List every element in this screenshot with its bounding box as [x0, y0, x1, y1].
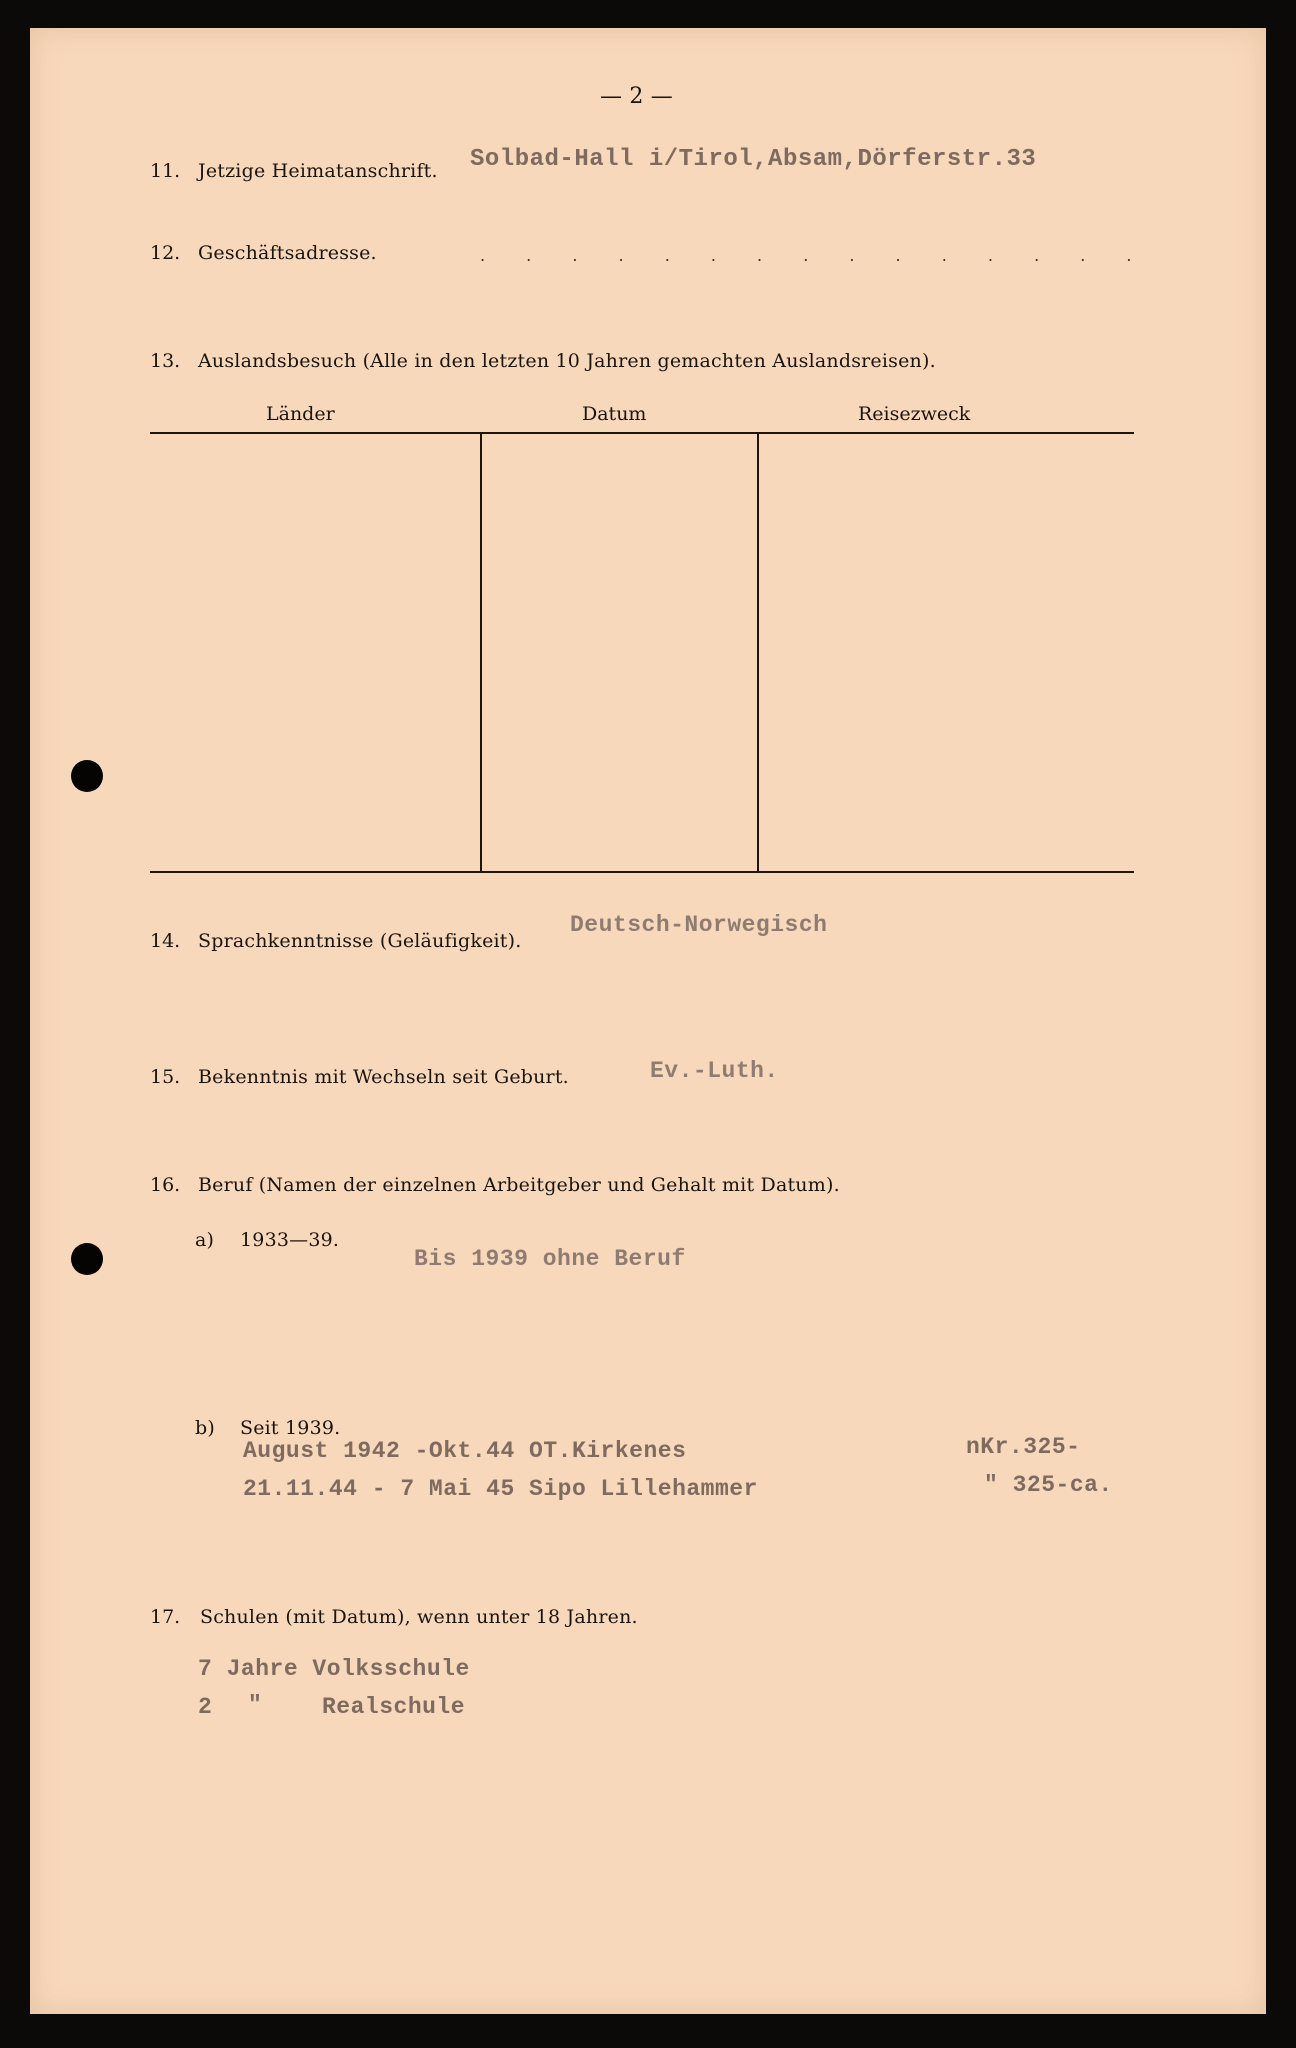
item-12-label: Geschäftsadresse.	[198, 242, 377, 264]
item-16b-period: Seit 1939.	[240, 1417, 341, 1439]
item-11-number: 11.	[150, 160, 181, 182]
item-16b-line1: August 1942 -Okt.44 OT.Kirkenes	[243, 1438, 687, 1464]
item-13-number: 13.	[150, 350, 181, 372]
item-16b-label: b)	[195, 1417, 215, 1439]
item-17-label: Schulen (mit Datum), wenn unter 18 Jahren.	[200, 1606, 638, 1628]
item-16b-line1-right: nKr.325-	[966, 1434, 1081, 1460]
table-divider-1	[480, 434, 482, 872]
item-17-number: 17.	[150, 1606, 181, 1628]
item-12-number: 12.	[150, 242, 181, 264]
item-14-number: 14.	[150, 930, 181, 952]
item-17-line2-ditto: "	[248, 1692, 263, 1718]
item-11-label: Jetzige Heimatanschrift.	[198, 160, 438, 182]
item-12-dotted-line: . . . . . . . . . . . . . . .	[480, 246, 1150, 265]
item-14-value: Deutsch-Norwegisch	[570, 912, 828, 938]
table-top-rule	[150, 432, 1134, 434]
item-14-label: Sprachkenntnisse (Geläufigkeit).	[198, 930, 522, 952]
table-header-datum: Datum	[582, 403, 647, 425]
item-16a-value: Bis 1939 ohne Beruf	[414, 1246, 686, 1272]
item-16a-label: a)	[195, 1229, 215, 1251]
item-17-line1: 7 Jahre Volksschule	[198, 1656, 470, 1682]
form-page	[30, 28, 1266, 2014]
punch-hole-top	[71, 760, 103, 792]
item-16-number: 16.	[150, 1174, 181, 1196]
page-number: — 2 —	[600, 84, 673, 109]
item-15-value: Ev.-Luth.	[650, 1058, 779, 1084]
item-16a-period: 1933—39.	[240, 1229, 340, 1251]
table-divider-2	[757, 434, 759, 872]
item-16b-line2: 21.11.44 - 7 Mai 45 Sipo Lillehammer	[243, 1476, 758, 1502]
item-15-number: 15.	[150, 1066, 181, 1088]
item-16-label: Beruf (Namen der einzelnen Arbeitgeber und Gehalt mit Datum).	[198, 1174, 840, 1196]
item-13-label: Auslandsbesuch (Alle in den letzten 10 Jahren gemachten Auslandsreisen).	[198, 350, 936, 372]
punch-hole-bottom	[71, 1243, 103, 1275]
table-header-laender: Länder	[266, 403, 335, 425]
item-17-line2-qty: 2	[198, 1694, 213, 1720]
item-15-label: Bekenntnis mit Wechseln seit Geburt.	[198, 1066, 569, 1088]
table-bottom-rule	[150, 871, 1134, 873]
item-17-line2-school: Realschule	[322, 1694, 466, 1720]
item-11-value: Solbad-Hall i/Tirol,Absam,Dörferstr.33	[470, 146, 1037, 173]
item-16b-line2-right: " 325-ca.	[984, 1472, 1113, 1498]
table-header-reisezweck: Reisezweck	[858, 403, 971, 425]
